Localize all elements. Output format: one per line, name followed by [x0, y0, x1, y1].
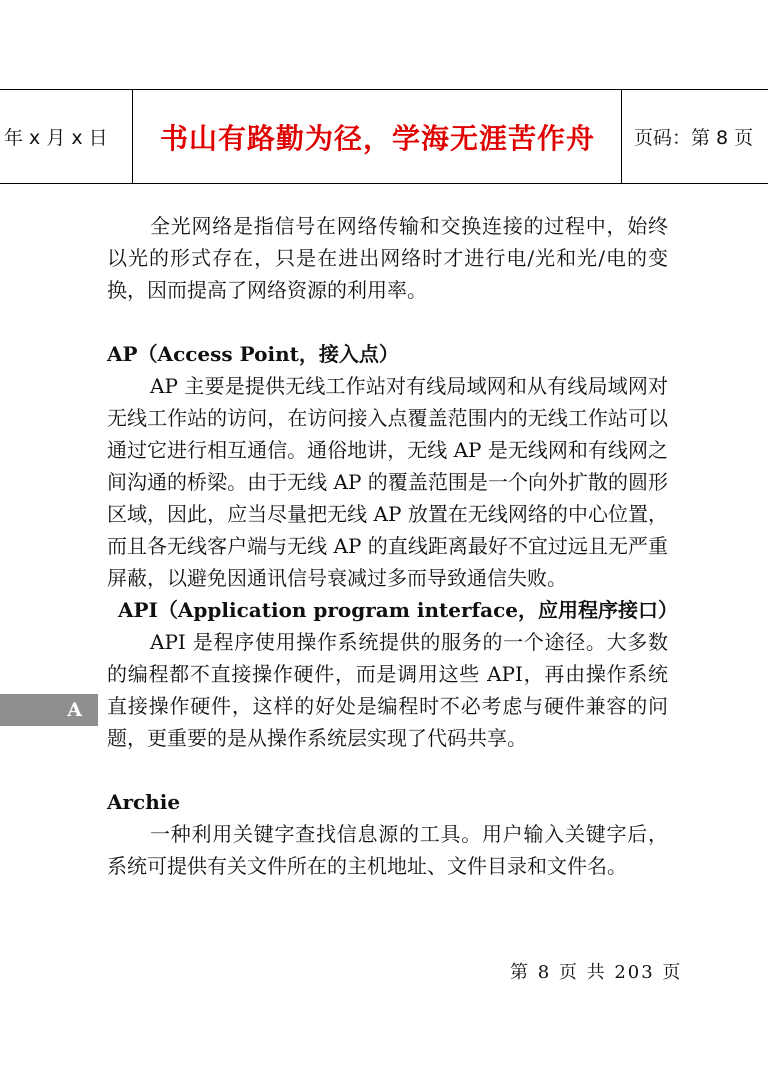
page-footer: 第 8 页 共 203 页 — [510, 962, 683, 983]
header-motto: 书山有路勤为径，学海无涯苦作舟 — [134, 90, 622, 183]
header-date: 年 x 月 x 日 — [0, 90, 133, 183]
term-heading-ap: AP（Access Point，接入点） — [107, 342, 399, 366]
intro-paragraph: 全光网络是指信号在网络传输和交换连接的过程中，始终以光的形式存在，只是在进出网络时才进行电/光和光/电的变换，因而提高了网络资源的利用率。 — [107, 214, 668, 302]
section-index-tab[interactable]: A — [0, 694, 98, 726]
ap-paragraph: AP 主要是提供无线工作站对有线局域网和从有线局域网对无线工作站的访问，在访问接入点覆盖范围内的无线工作站可以通过它进行相互通信。通俗地讲，无线 AP 是无线网和有线网之间沟通的桥梁。由于无线 AP 的覆盖范围是一个向外扩散的圆形区域，因此，应当尽量把无线 AP 放置在无线网络的中心位置，而且各无线客户端与无线 AP 的直线距离最好不宜过远且无严重屏蔽，以避免因通讯信号衰减过多而导致通信失败。 — [107, 374, 668, 590]
document-body — [107, 210, 678, 882]
api-paragraph: API 是程序使用操作系统提供的服务的一个途径。大多数的编程都不直接操作硬件，而是调用这些 API，再由操作系统直接操作硬件，这样的好处是编程时不必考虑与硬件兼容的问题，更重要的是从操作系统层实现了代码共享。 — [107, 630, 668, 750]
archie-paragraph: 一种利用关键字查找信息源的工具。用户输入关键字后，系统可提供有关文件所在的主机地址、文件目录和文件名。 — [107, 822, 668, 878]
term-heading-archie: Archie — [107, 790, 181, 814]
header-page-number: 页码：第 8 页 — [634, 127, 754, 149]
term-heading-api: API（Application program interface，应用程序接口） — [118, 598, 678, 622]
page-header — [0, 89, 768, 184]
